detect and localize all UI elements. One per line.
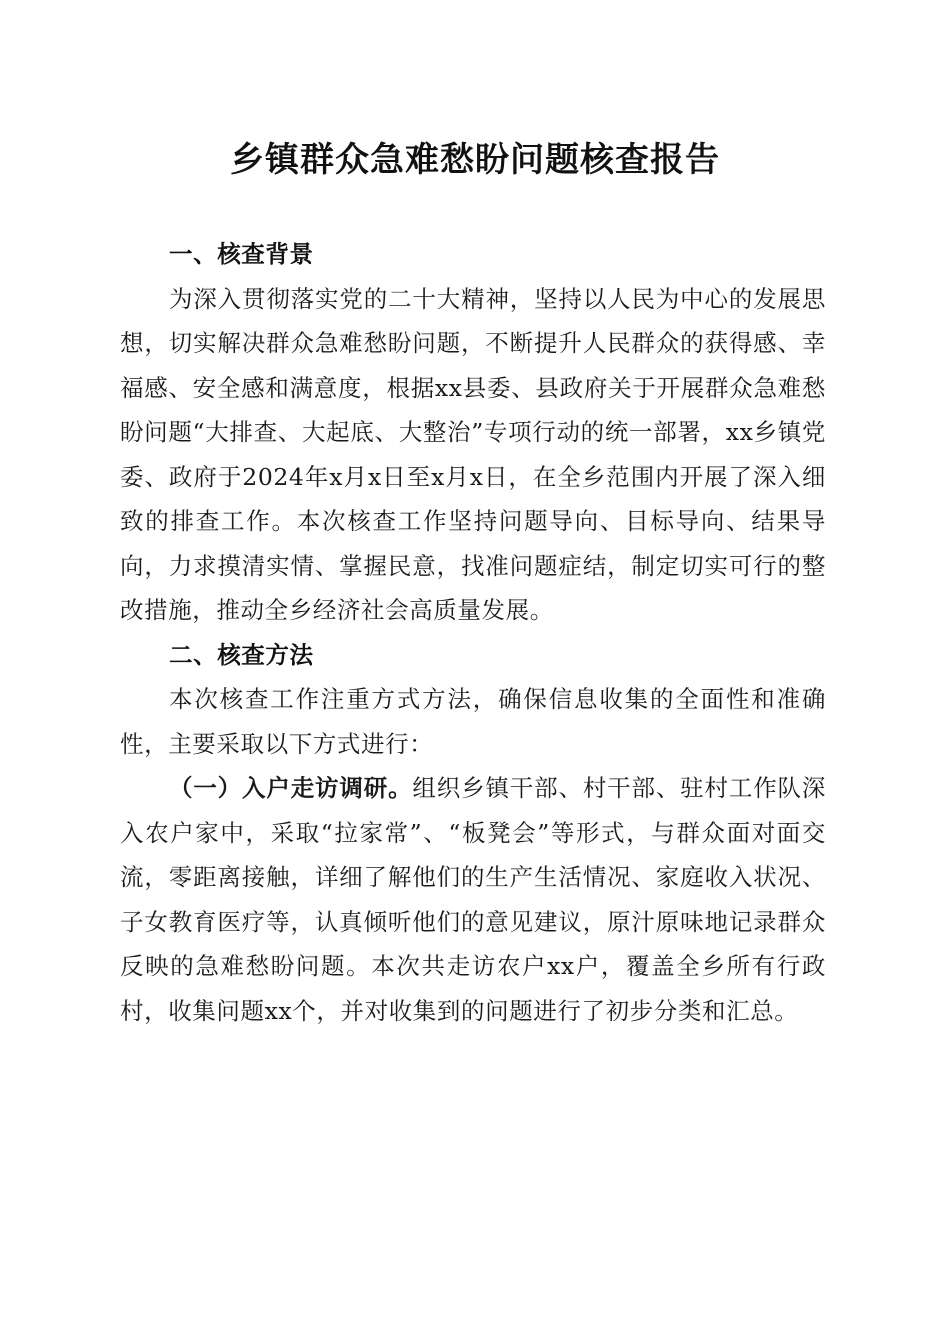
background-paragraph: 为深入贯彻落实党的二十大精神，坚持以人民为中心的发展思想，切实解决群众急难愁盼问题，不断提升人民群众的获得感、幸福感、安全感和满意度，根据xx县委、县政府关于开展群众急难愁盼问题“大排查、大起底、大整治”专项行动的统一部署，xx乡镇党委、政府于2024年x月x日至x月x日，在全乡范围内开展了深入细致的排查工作。本次核查工作坚持问题导向、目标导向、结果导向，力求摸清实情、掌握民意，找准问题症结，制定切实可行的整改措施，推动全乡经济社会高质量发展。 [120, 284, 826, 624]
document-title: 乡镇群众急难愁盼问题核查报告 [230, 140, 720, 180]
item-label-home-visits: （一）入户走访调研。 [169, 774, 413, 802]
document-body [120, 232, 826, 1033]
section-heading-background: 一、核查背景 [169, 240, 314, 268]
method-item-home-visits [120, 766, 826, 1033]
item-text-home-visits: 组织乡镇干部、村干部、驻村工作队深入农户家中，采取“拉家常”、“板凳会”等形式，与群众面对面交流，零距离接触，详细了解他们的生产生活情况、家庭收入状况、子女教育医疗等，认真倾听他们的意见建议，原汁原味地记录群众反映的急难愁盼问题。本次共走访农户xx户，覆盖全乡所有行政村，收集问题xx个，并对收集到的问题进行了初步分类和汇总。 [120, 774, 826, 1025]
section-heading-method: 二、核查方法 [169, 640, 314, 669]
method-intro-paragraph: 本次核查工作注重方式方法，确保信息收集的全面性和准确性，主要采取以下方式进行： [120, 685, 826, 758]
